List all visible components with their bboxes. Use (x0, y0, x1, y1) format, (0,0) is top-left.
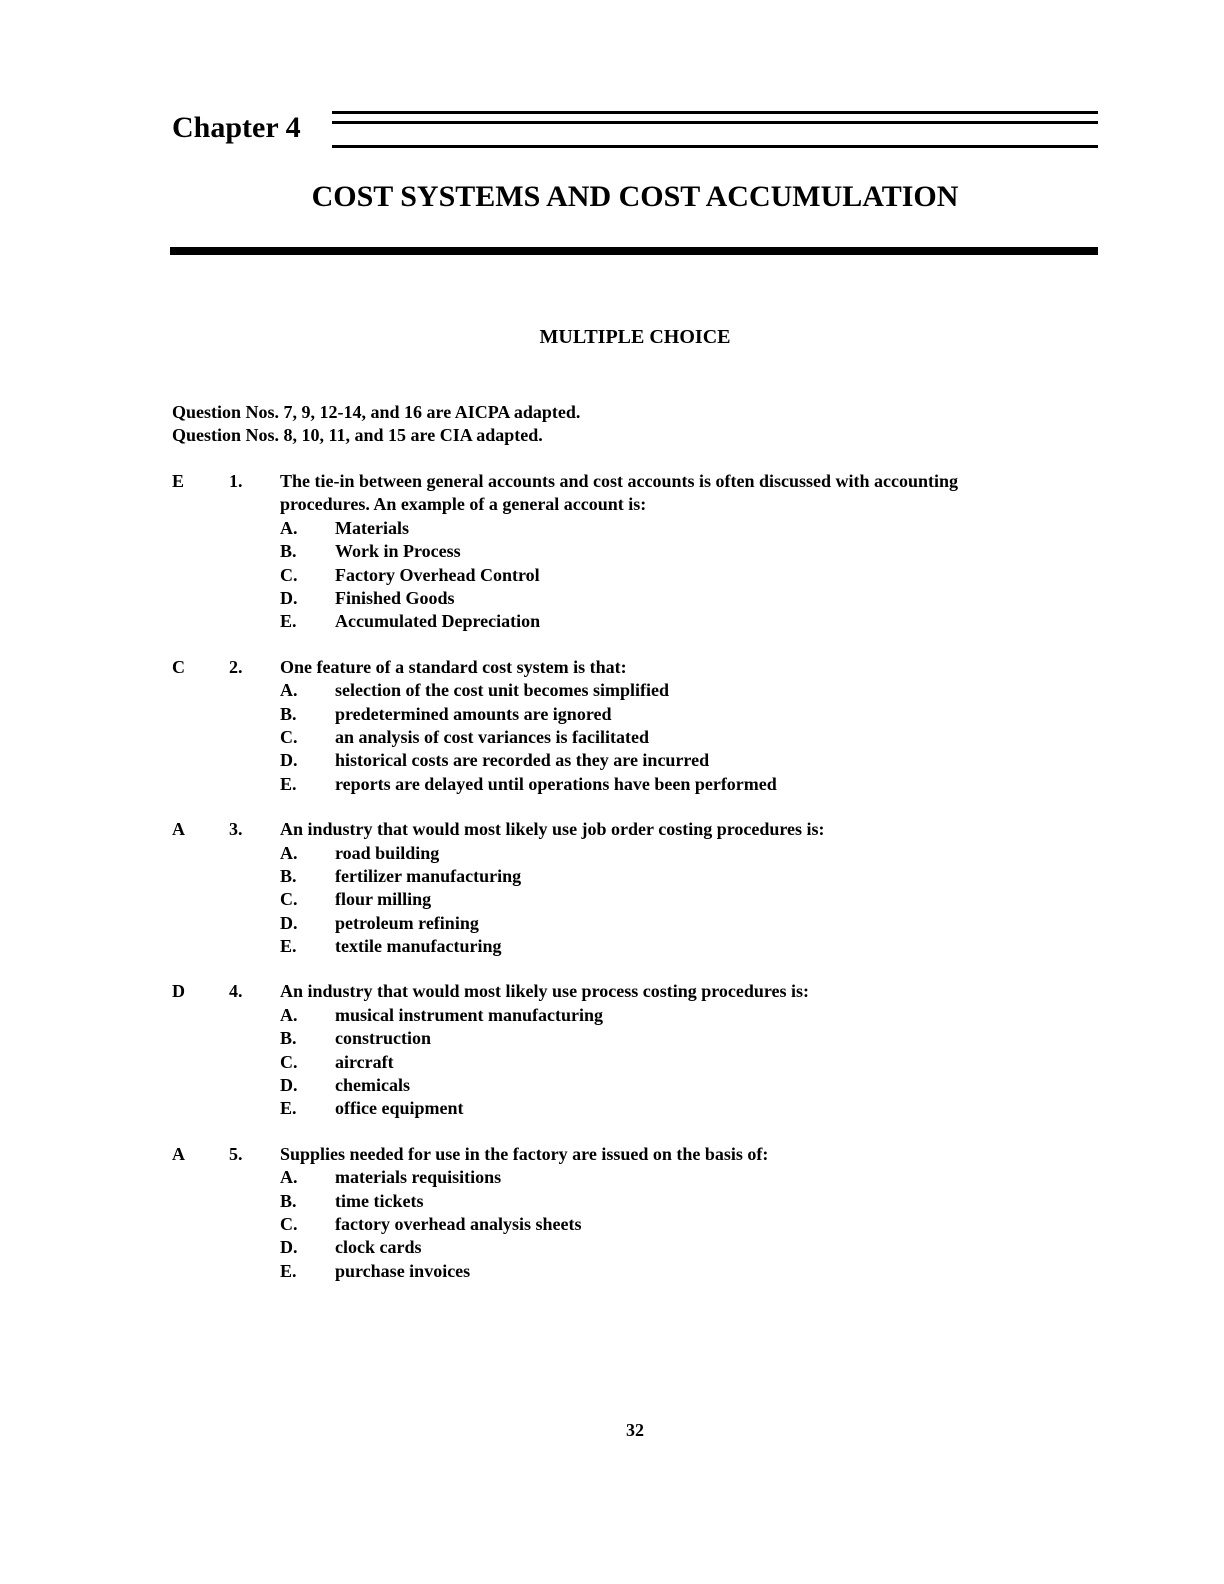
option-text: purchase invoices (335, 1260, 471, 1281)
answer-option (0, 935, 1224, 958)
question-stem: The tie-in between general accounts and cost accounts is often discussed with accounting procedures. An example of a general account is: (280, 471, 958, 515)
option-letter: E. (280, 1260, 297, 1281)
option-letter: E. (280, 773, 297, 794)
answer-option (0, 1074, 1224, 1097)
option-letter: B. (280, 865, 297, 886)
question (0, 1143, 1224, 1283)
header-rule (332, 111, 1098, 114)
option-text: predetermined amounts are ignored (335, 703, 612, 724)
chapter-label: Chapter 4 (172, 111, 301, 144)
answer-key: D (172, 981, 185, 1002)
answer-option (0, 1051, 1224, 1074)
option-text: an analysis of cost variances is facilitated (335, 726, 649, 747)
answer-option (0, 912, 1224, 935)
question (0, 470, 1224, 634)
question (0, 656, 1224, 796)
option-letter: A. (280, 517, 298, 538)
answer-option (0, 842, 1224, 865)
source-notes (172, 401, 580, 447)
answer-option (0, 587, 1224, 610)
option-letter: D. (280, 1237, 298, 1258)
answer-option (0, 1004, 1224, 1027)
option-letter: E. (280, 611, 297, 632)
header-rule (332, 145, 1098, 148)
option-text: historical costs are recorded as they are incurred (335, 750, 710, 771)
option-text: reports are delayed until operations have been performed (335, 773, 777, 794)
question-number: 1. (229, 471, 243, 491)
question-stem: One feature of a standard cost system is that: (280, 656, 627, 677)
option-letter: B. (280, 1190, 297, 1211)
option-letter: A. (280, 1004, 298, 1025)
option-letter: A. (280, 842, 298, 863)
option-letter: E. (280, 936, 297, 957)
question-stem: Supplies needed for use in the factory are issued on the basis of: (280, 1143, 769, 1164)
option-text: Materials (335, 517, 409, 538)
answer-option (0, 540, 1224, 563)
option-text: materials requisitions (335, 1167, 502, 1188)
question (0, 818, 1224, 958)
answer-option (0, 703, 1224, 726)
answer-option (0, 1190, 1224, 1213)
page-number: 32 (626, 1420, 644, 1440)
option-letter: D. (280, 750, 298, 771)
answer-option (0, 1166, 1224, 1189)
source-note: Question Nos. 7, 9, 12-14, and 16 are AICPA adapted. (172, 402, 581, 422)
option-letter: C. (280, 889, 298, 910)
option-text: road building (335, 842, 440, 863)
answer-option (0, 1236, 1224, 1259)
question-number: 3. (229, 819, 243, 840)
title-divider (170, 247, 1098, 255)
answer-option (0, 1097, 1224, 1120)
option-letter: D. (280, 912, 298, 933)
answer-option (0, 773, 1224, 796)
answer-option (0, 1213, 1224, 1236)
answer-option (0, 1260, 1224, 1283)
question-list (0, 470, 1224, 1305)
option-text: fertilizer manufacturing (335, 865, 522, 886)
option-text: selection of the cost unit becomes simplified (335, 680, 669, 701)
option-text: Factory Overhead Control (335, 564, 540, 585)
answer-option (0, 1027, 1224, 1050)
answer-option (0, 888, 1224, 911)
option-letter: C. (280, 1214, 298, 1235)
option-letter: B. (280, 541, 297, 562)
option-text: Work in Process (335, 541, 461, 562)
answer-option (0, 564, 1224, 587)
option-text: office equipment (335, 1098, 464, 1119)
option-text: Finished Goods (335, 587, 455, 608)
option-letter: D. (280, 1075, 298, 1096)
question-number: 5. (229, 1143, 243, 1164)
option-letter: D. (280, 587, 298, 608)
option-letter: A. (280, 680, 298, 701)
answer-option (0, 679, 1224, 702)
question-number: 2. (229, 656, 243, 677)
option-text: musical instrument manufacturing (335, 1004, 604, 1025)
option-letter: C. (280, 726, 298, 747)
option-letter: C. (280, 1051, 298, 1072)
source-note: Question Nos. 8, 10, 11, and 15 are CIA adapted. (172, 425, 543, 445)
answer-key: E (172, 471, 185, 491)
section-heading: MULTIPLE CHOICE (539, 326, 731, 348)
option-text: clock cards (335, 1237, 422, 1258)
option-text: textile manufacturing (335, 936, 502, 957)
answer-option (0, 726, 1224, 749)
option-text: construction (335, 1028, 431, 1049)
option-text: petroleum refining (335, 912, 479, 933)
option-text: chemicals (335, 1075, 410, 1096)
question-number: 4. (229, 981, 243, 1002)
question-stem: An industry that would most likely use process costing procedures is: (280, 981, 810, 1002)
answer-option (0, 749, 1224, 772)
option-letter: E. (280, 1098, 297, 1119)
answer-key: A (172, 819, 185, 840)
answer-key: A (172, 1143, 185, 1164)
option-letter: A. (280, 1167, 298, 1188)
option-text: aircraft (335, 1051, 394, 1072)
option-text: flour milling (335, 889, 432, 910)
answer-key: C (172, 656, 185, 677)
header-rule (332, 121, 1098, 124)
question-stem: An industry that would most likely use job order costing procedures is: (280, 819, 825, 840)
option-letter: B. (280, 703, 297, 724)
answer-option (0, 610, 1224, 633)
option-text: Accumulated Depreciation (335, 611, 541, 632)
option-letter: C. (280, 564, 298, 585)
answer-option (0, 865, 1224, 888)
answer-option (0, 517, 1224, 540)
chapter-title: COST SYSTEMS AND COST ACCUMULATION (311, 180, 959, 213)
option-letter: B. (280, 1028, 297, 1049)
option-text: factory overhead analysis sheets (335, 1214, 582, 1235)
question (0, 980, 1224, 1120)
option-text: time tickets (335, 1190, 424, 1211)
